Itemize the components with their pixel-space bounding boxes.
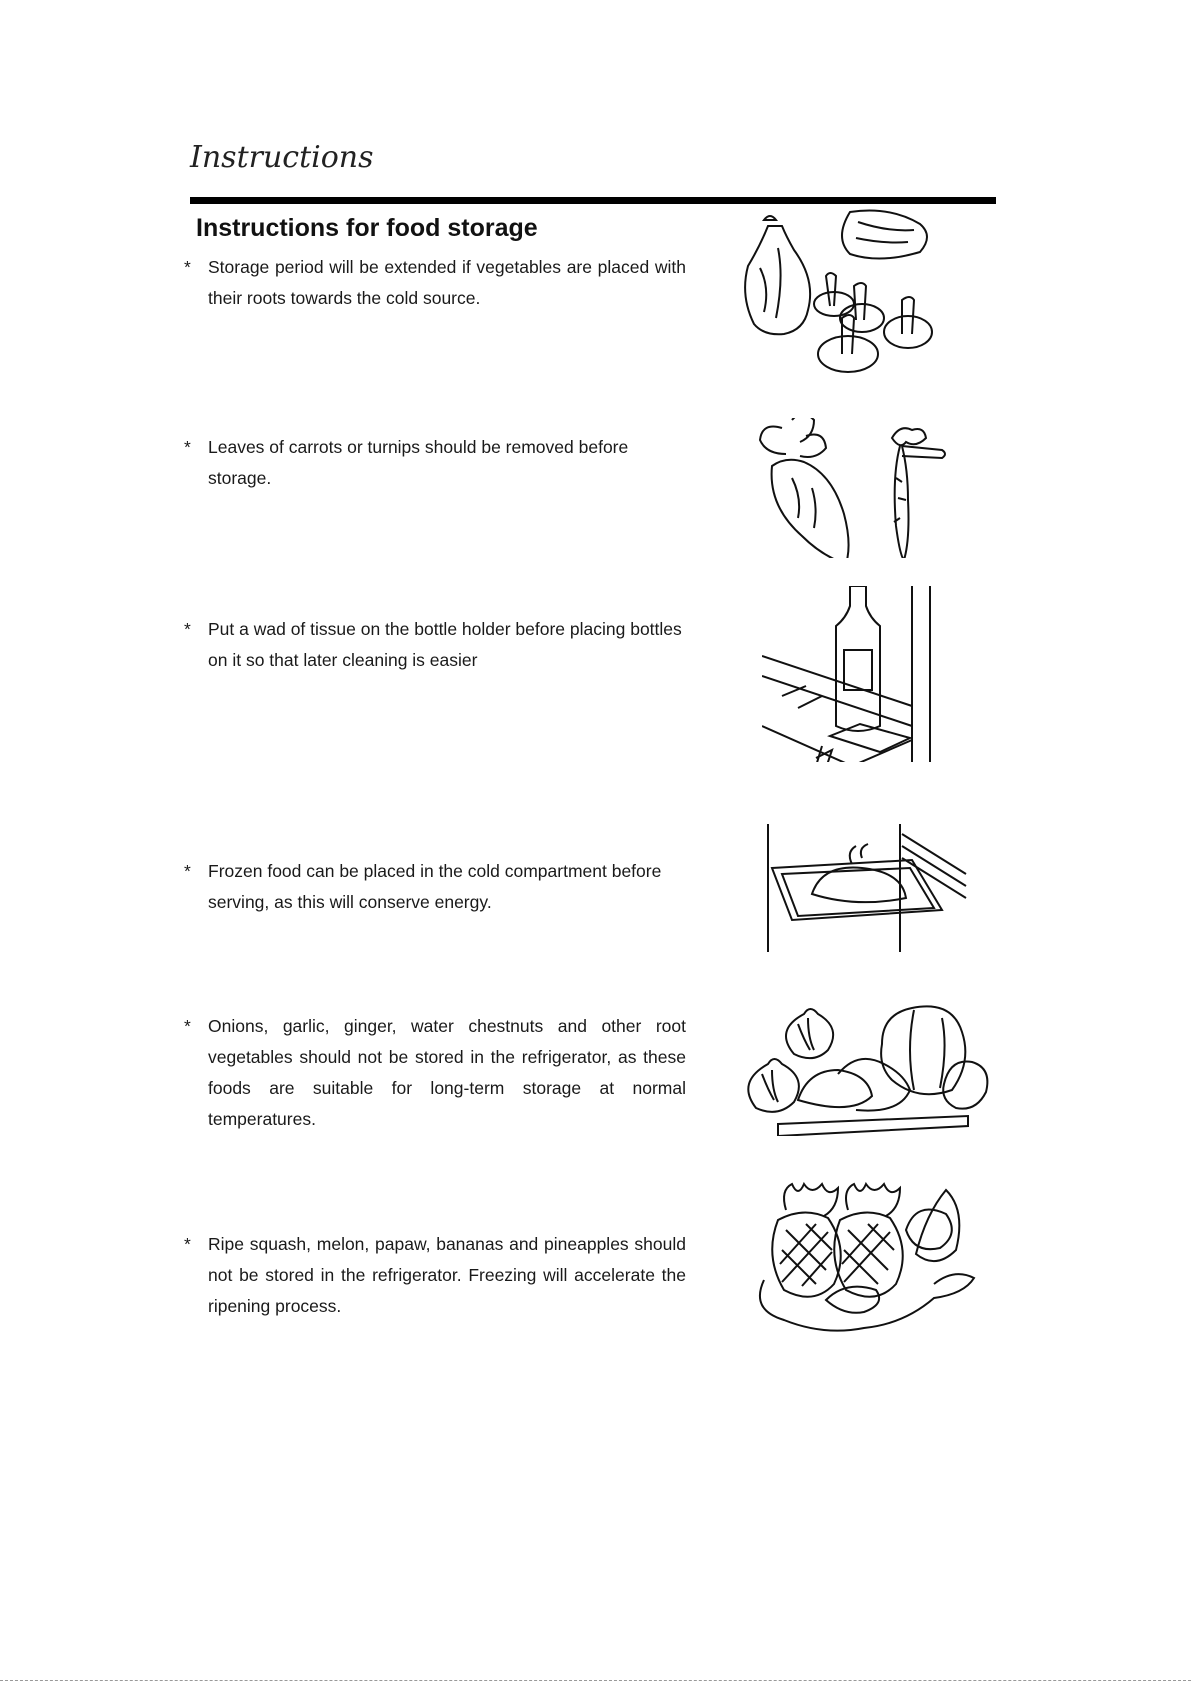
tip-text: Ripe squash, melon, papaw, bananas and pineapples should not be stored in the refrigerator. Freezing will accelerate the ripening process. [208, 1234, 686, 1316]
tip-marker: * [184, 861, 191, 881]
tip-text: Put a wad of tissue on the bottle holder before placing bottles on it so that later cleaning is easier [208, 619, 682, 670]
tip-marker: * [184, 619, 191, 639]
tip-item [184, 1229, 686, 1322]
frozen-food-tray-illustration [762, 824, 972, 954]
tip-text: Leaves of carrots or turnips should be removed before storage. [208, 437, 629, 488]
page-bottom-border [0, 1680, 1191, 1681]
page-header-title: Instructions [190, 140, 374, 175]
tip-item [184, 252, 686, 314]
carrot-turnip-illustration [752, 418, 952, 558]
tip-item [184, 856, 686, 918]
tip-marker: * [184, 1016, 191, 1036]
tip-text: Frozen food can be placed in the cold compartment before serving, as this will conserve energy. [208, 861, 662, 912]
tip-item [184, 1011, 686, 1135]
root-vegetables-illustration [738, 1004, 998, 1136]
tip-item [184, 432, 686, 494]
tip-marker: * [184, 1234, 191, 1254]
tip-text: Storage period will be extended if vegetables are placed with their roots towards the cold source. [208, 257, 686, 308]
tip-text: Onions, garlic, ginger, water chestnuts and other root vegetables should not be stored in the refrigerator, as these foods are suitable for long-term storage at normal temperatures. [208, 1016, 686, 1129]
section-title: Instructions for food storage [196, 214, 538, 242]
tip-marker: * [184, 257, 191, 277]
header-rule [190, 197, 996, 204]
tip-marker: * [184, 437, 191, 457]
bottle-on-shelf-illustration [762, 586, 942, 762]
tip-item [184, 614, 686, 676]
vegetables-mushrooms-illustration [738, 208, 948, 380]
tropical-fruits-illustration [756, 1180, 986, 1340]
